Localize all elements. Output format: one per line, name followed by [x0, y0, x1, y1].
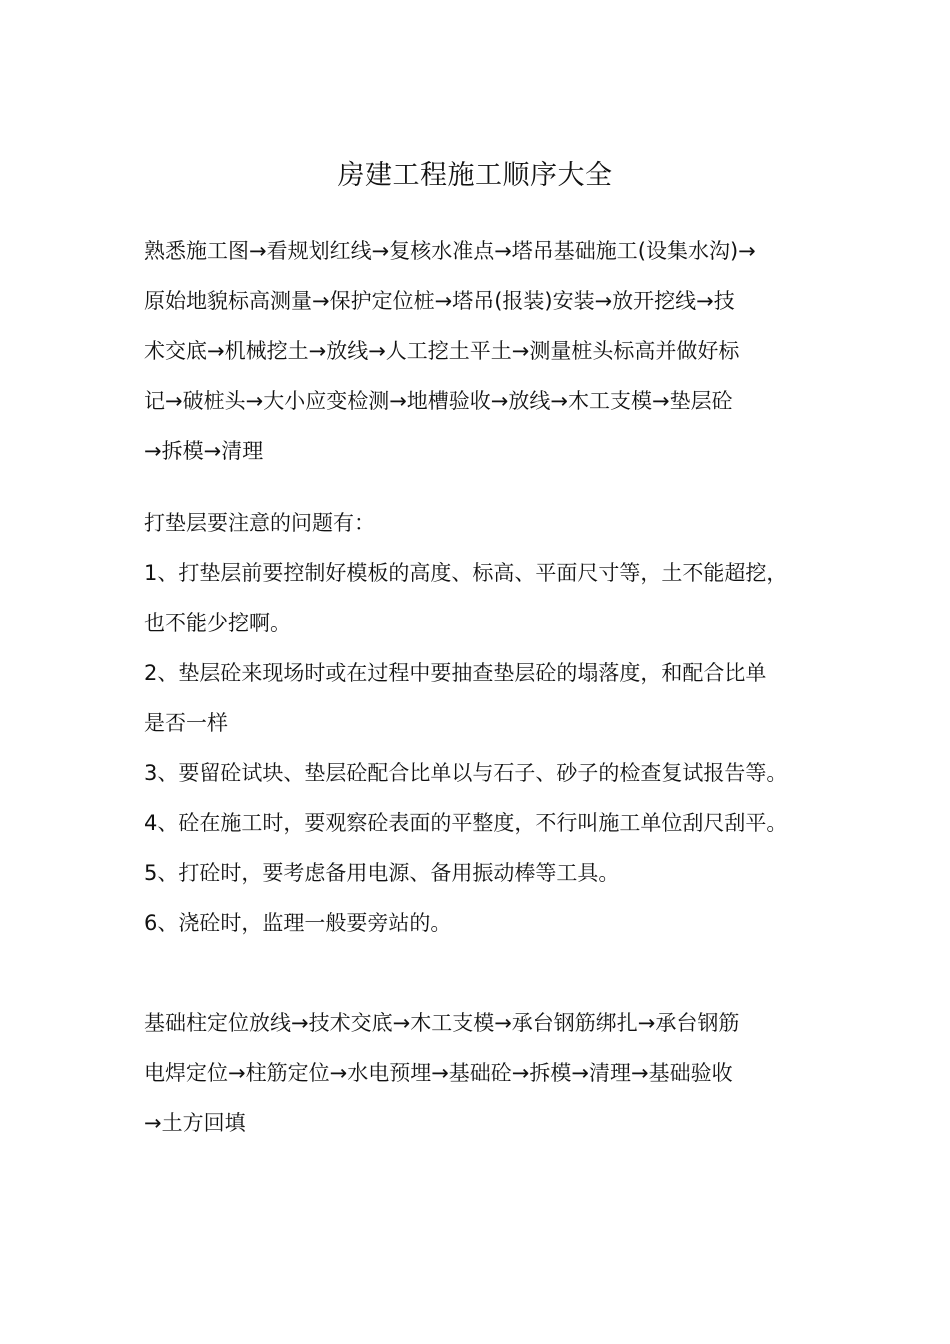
note-item-5: [144, 848, 834, 898]
text-line: 2、垫层砼来现场时或在过程中要抽查垫层砼的塌落度，和配合比单: [144, 661, 767, 685]
text-line: 3、要留砼试块、垫层砼配合比单以与石子、砂子的检查复试报告等。: [144, 761, 788, 785]
text-line: 记→破桩头→大小应变检测→地槽验收→放线→木工支模→垫层砼: [144, 389, 733, 413]
note-item-1: [144, 548, 834, 648]
document-title: 房建工程施工顺序大全: [337, 160, 613, 191]
text-line: 电焊定位→柱筋定位→水电预埋→基础砼→拆模→清理→基础验收: [144, 1061, 733, 1085]
text-line: 打垫层要注意的问题有：: [144, 511, 375, 535]
text-line: →土方回填: [144, 1111, 246, 1135]
text-line: 原始地貌标高测量→保护定位桩→塔吊(报装)安装→放开挖线→技: [144, 289, 735, 313]
foundation-sequence-paragraph: [144, 998, 834, 1148]
text-line: 基础柱定位放线→技术交底→木工支模→承台钢筋绑扎→承台钢筋: [144, 1011, 740, 1035]
note-item-2: [144, 648, 834, 748]
text-line: 也不能少挖啊。: [144, 611, 291, 635]
text-line: 1、打垫层前要控制好模板的高度、标高、平面尺寸等，土不能超挖，: [144, 561, 788, 585]
note-item-4: [144, 798, 834, 848]
text-line: 术交底→机械挖土→放线→人工挖土平土→测量桩头标高并做好标: [144, 339, 740, 363]
paragraph-spacer: [144, 948, 834, 998]
text-line: 6、浇砼时，监理一般要旁站的。: [144, 911, 452, 935]
notes-heading: [144, 498, 834, 548]
text-line: 4、砼在施工时，要观察砼表面的平整度，不行叫施工单位刮尺刮平。: [144, 811, 788, 835]
text-line: →拆模→清理: [144, 439, 264, 463]
paragraph-spacer: [144, 476, 834, 498]
text-line: 是否一样: [144, 711, 228, 735]
text-line: 5、打砼时，要考虑备用电源、备用振动棒等工具。: [144, 861, 620, 885]
text-line: 熟悉施工图→看规划红线→复核水准点→塔吊基础施工(设集水沟)→: [144, 239, 756, 263]
document-body: [144, 226, 834, 1148]
note-item-6: [144, 898, 834, 948]
construction-sequence-paragraph: [144, 226, 834, 476]
note-item-3: [144, 748, 834, 798]
